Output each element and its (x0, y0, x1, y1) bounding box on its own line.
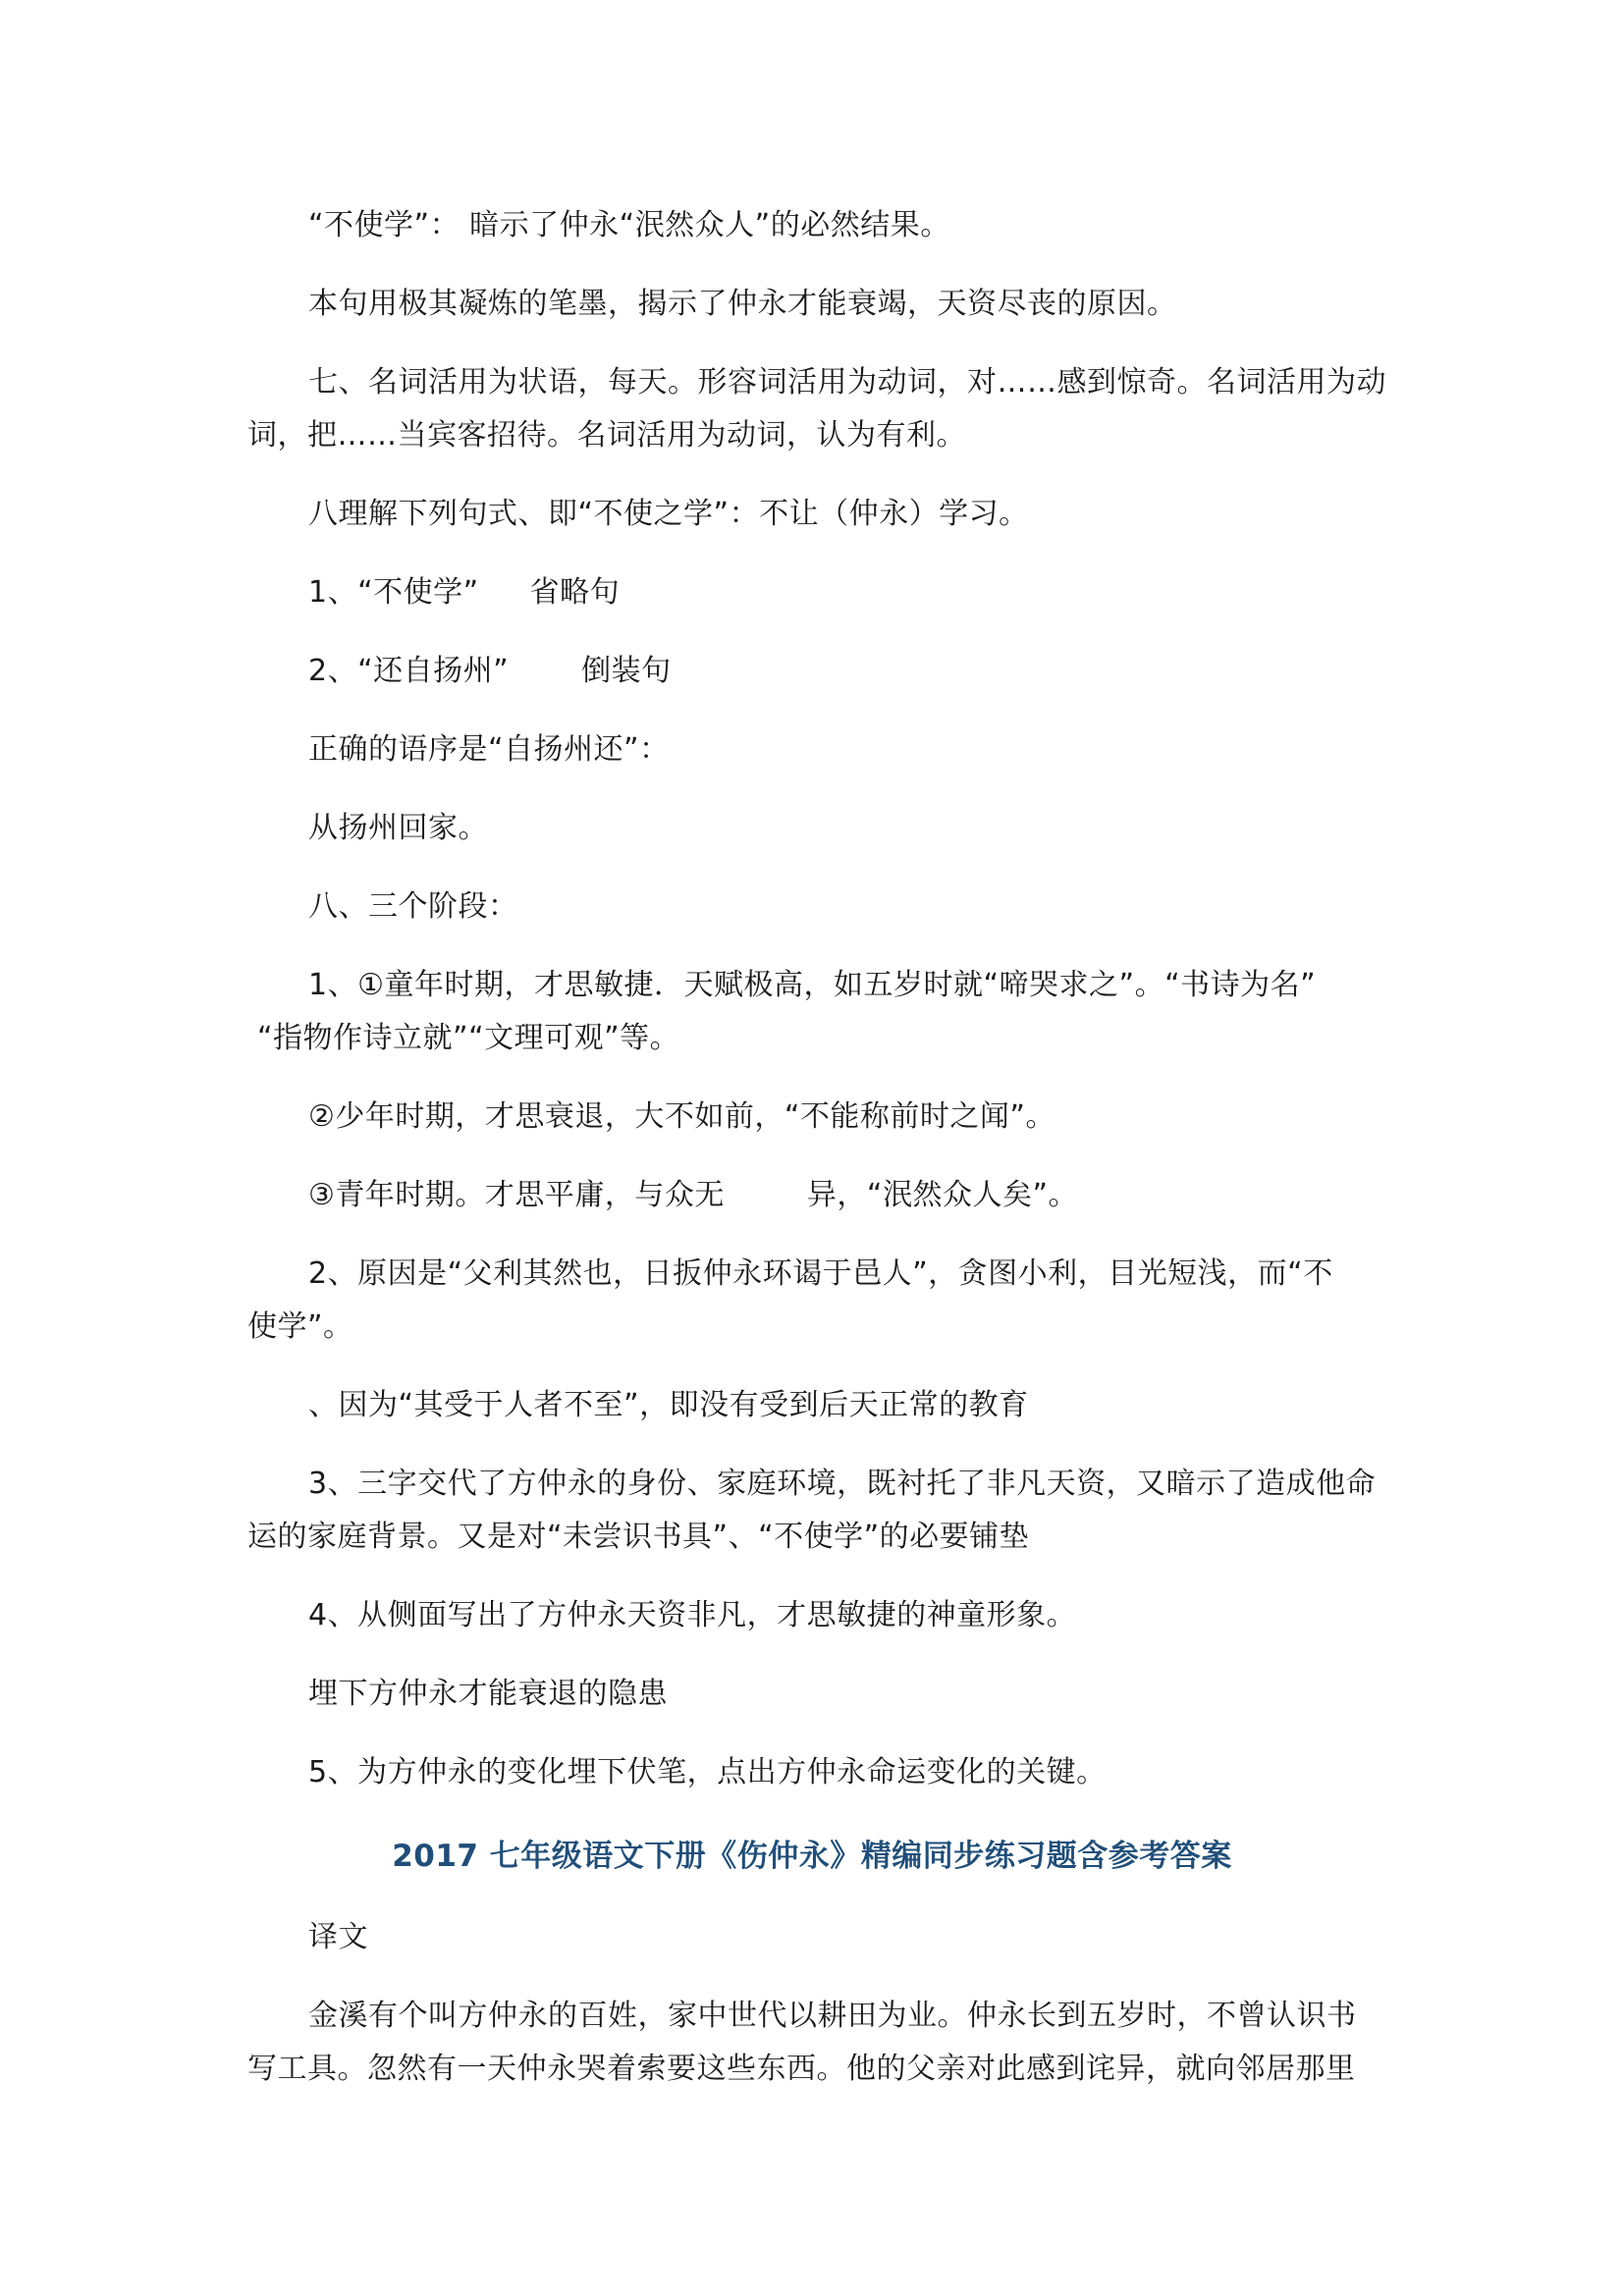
text-line: 运的家庭背景。又是对“未尝识书具”、“不使学”的必要铺垫 (247, 1520, 1030, 1554)
sentence-item: 1、“不使学” (308, 575, 479, 610)
sentence-item: 2、“还自扬州” (308, 654, 510, 688)
section-title: 2017 七年级语文下册《伤仲永》精编同步练习题含参考答案 (392, 1839, 1232, 1874)
text-line: 七、名词活用为状语，每天。形容词活用为动词，对……感到惊奇。名词活用为动 (308, 365, 1386, 400)
text-line: 本句用极其凝炼的笔墨，揭示了仲永才能衰竭，天资尽丧的原因。 (308, 287, 1177, 321)
text-line: 埋下方仲永才能衰退的隐患 (308, 1677, 668, 1711)
text-line: 八、三个阶段： (308, 889, 518, 924)
text-line: 5、为方仲永的变化埋下伏笔，点出方仲永命运变化的关键。 (308, 1755, 1107, 1789)
text-fragment: 异，“泯然众人矣”。 (806, 1178, 1078, 1212)
sentence-type: 倒装句 (581, 654, 672, 688)
sentence-type: 省略句 (529, 575, 621, 610)
text-line: 词，把……当宾客招待。名词活用为动词，认为有利。 (247, 418, 966, 453)
text-line: 4、从侧面写出了方仲永天资非凡，才思敏捷的神童形象。 (308, 1598, 1077, 1632)
text-line: ②少年时期，才思衰退，大不如前，“不能称前时之闻”。 (308, 1099, 1056, 1134)
text-line: 译文 (308, 1920, 368, 1954)
text-line: “指物作诗立就”“文理可观”等。 (257, 1021, 680, 1055)
text-line: 八理解下列句式、即“不使之学”：不让（仲永）学习。 (308, 497, 1029, 531)
text-line (308, 575, 620, 611)
text-line: 金溪有个叫方仲永的百姓，家中世代以耕田为业。仲永长到五岁时，不曾认识书 (308, 1999, 1357, 2033)
text-line: 从扬州回家。 (308, 811, 488, 845)
text-line (308, 654, 672, 689)
text-line (308, 1178, 1078, 1213)
text-line: 、因为“其受于人者不至”，即没有受到后天正常的教育 (308, 1388, 1029, 1422)
text-line: 3、三字交代了方仲永的身份、家庭环境，既衬托了非凡天资，又暗示了造成他命 (308, 1467, 1377, 1501)
text-line: 1、①童年时期，才思敏捷．天赋极高，如五岁时就“啼哭求之”。“书诗为名” (308, 968, 1317, 1002)
text-line: 2、原因是“父利其然也，日扳仲永环谒于邑人”，贪图小利，目光短浅，而“不 (308, 1256, 1333, 1291)
text-fragment: ③青年时期。才思平庸，与众无 (308, 1178, 725, 1212)
text-line: 写工具。忽然有一天仲永哭着索要这些东西。他的父亲对此感到诧异，就向邻居那里 (247, 2052, 1356, 2086)
text-line: 正确的语序是“自扬州还”： (308, 732, 670, 767)
text-line: 使学”。 (247, 1309, 353, 1344)
text-line: “不使学”： 暗示了仲永“泯然众人”的必然结果。 (308, 208, 950, 242)
